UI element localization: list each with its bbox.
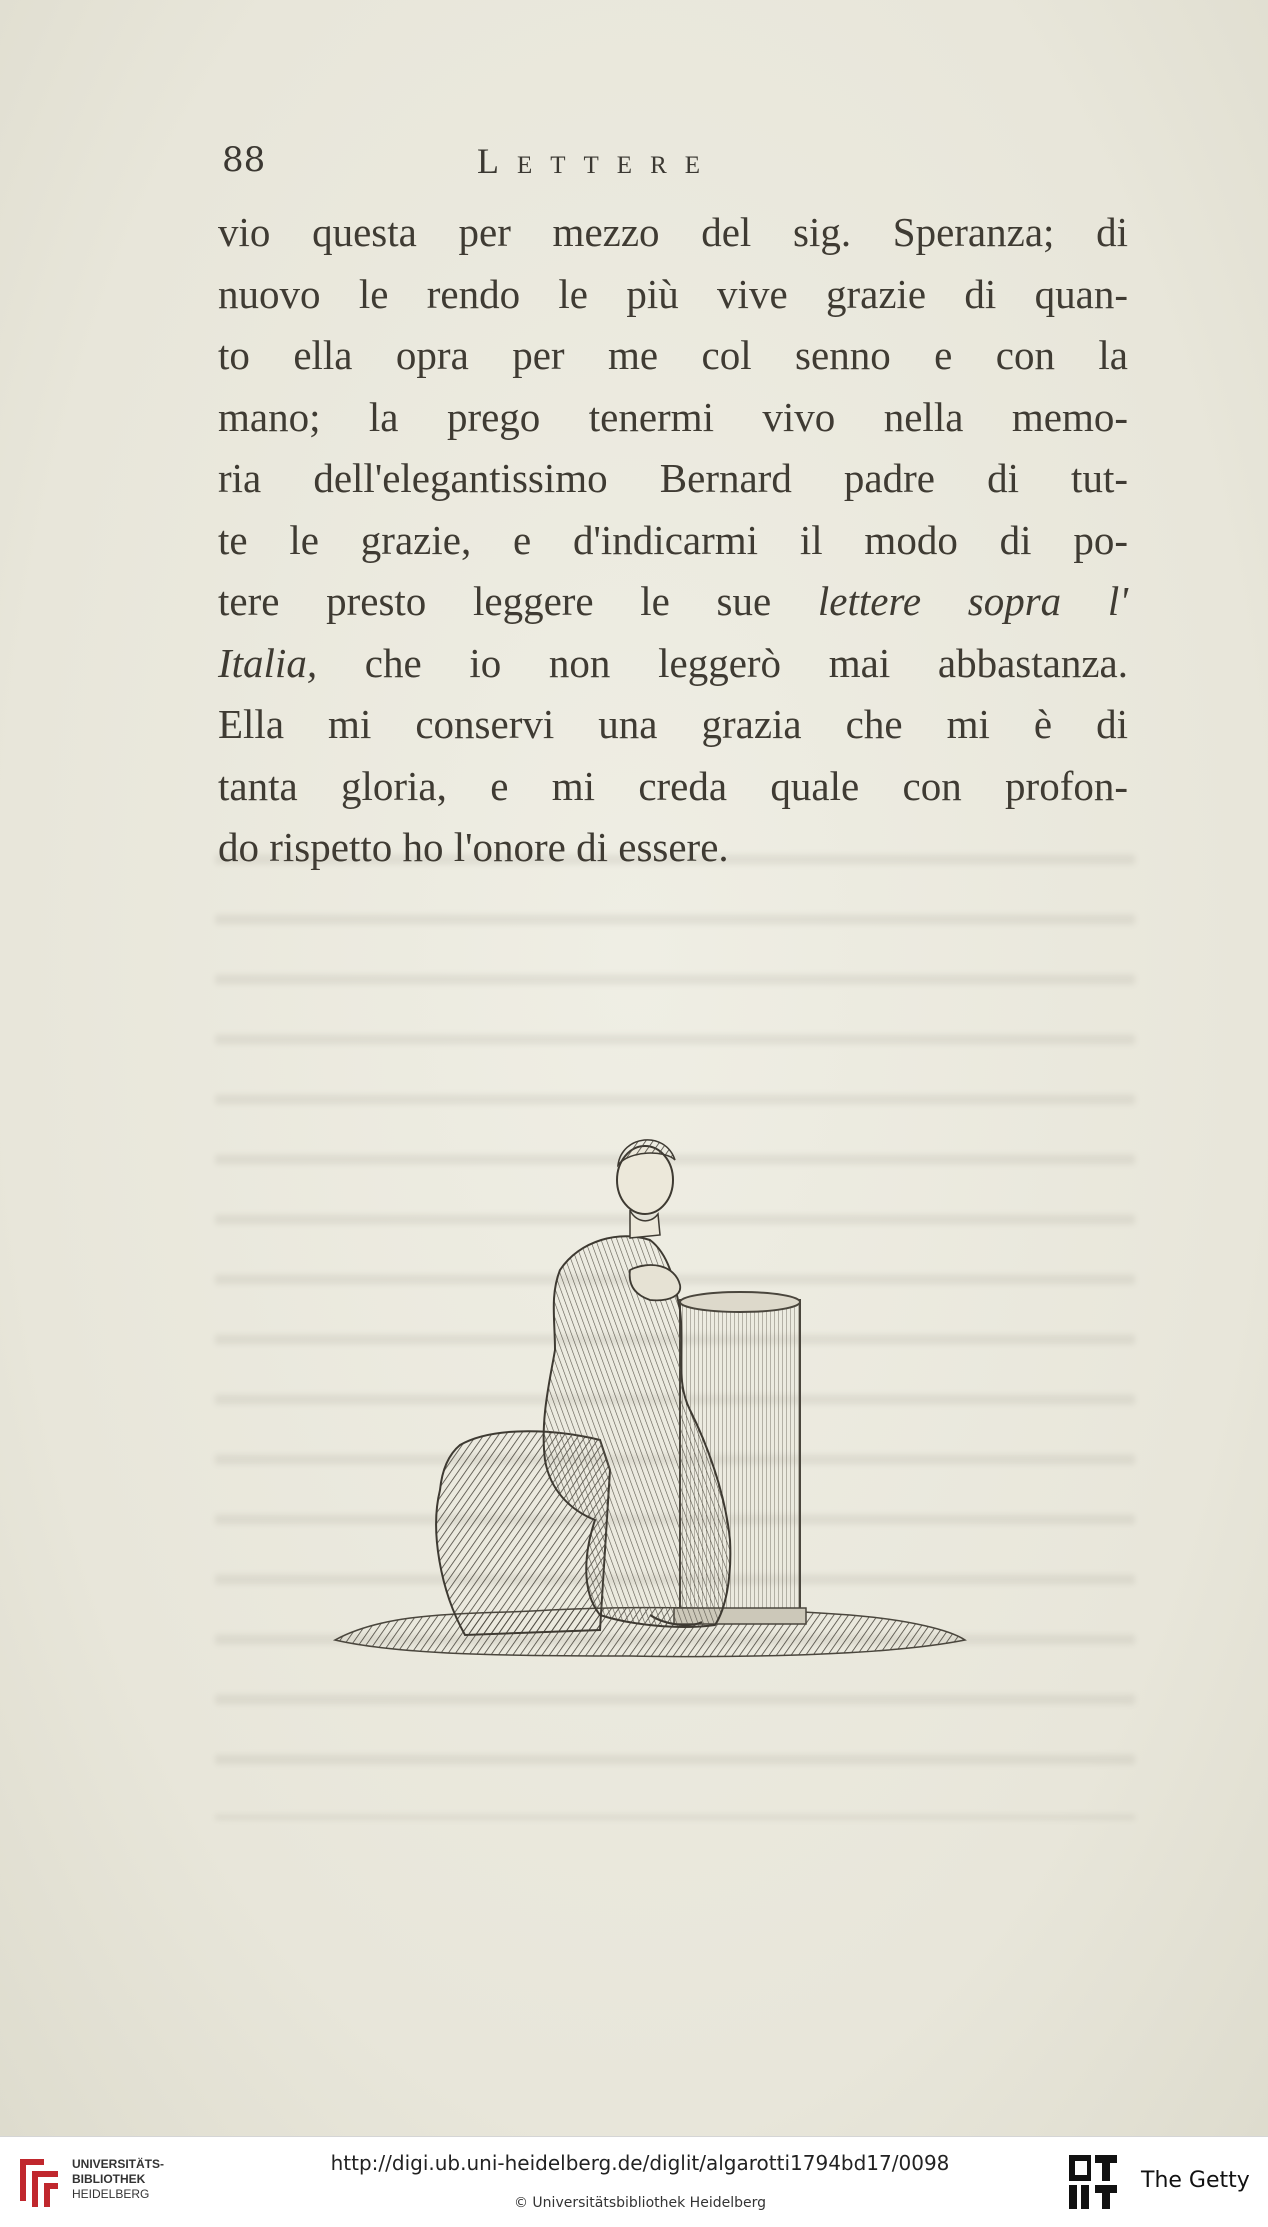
text-segment: tere presto leggere le sue (218, 578, 772, 624)
document-url[interactable]: http://digi.ub.uni-heidelberg.de/diglit/algarotti1794bd17/0098 (330, 2151, 950, 2175)
text-line: Ella mi conservi una grazia che mi è di (218, 701, 1128, 747)
text-line: nuovo le rendo le più vive grazie di quan- (218, 270, 1128, 317)
logo-line: BIBLIOTHEK (72, 2172, 146, 2186)
text-segment: che io non leggerò mai abbastanza. (364, 639, 1128, 686)
copyright-notice: © Universitätsbibliothek Heidelberg (513, 2195, 766, 2211)
engraving-illustration (330, 1110, 970, 1670)
running-title: Lettere (477, 141, 719, 181)
letter-text (218, 202, 1128, 879)
page-number: 88 (222, 140, 266, 180)
italic-title: Italia, (218, 639, 318, 686)
logo-line: UNIVERSITÄTS- (72, 2157, 165, 2171)
partner-name: The Getty (1141, 2168, 1250, 2193)
text-line: mano; la prego tenermi vivo nella memo- (218, 393, 1128, 440)
text-line (218, 571, 1128, 633)
ub-heidelberg-logo-icon (14, 2151, 64, 2211)
text-line: tanta gloria, e mi creda quale con profon- (218, 762, 1128, 809)
text-line: vio questa per mezzo del sig. Speranza; di (218, 209, 1128, 255)
logo-line: HEIDELBERG (72, 2187, 150, 2201)
italic-title: lettere sopra l' (817, 578, 1128, 624)
ub-logo-text (72, 2157, 164, 2202)
text-line: ria dell'elegantissimo Bernard padre di tut- (218, 455, 1128, 501)
text-line: to ella opra per me col senno e con la (218, 332, 1128, 378)
viewer-footer (0, 2136, 1268, 2227)
university-library-logo[interactable] (14, 2149, 164, 2215)
text-line: te le grazie, e d'indicarmi il modo di po- (218, 516, 1128, 563)
running-head (222, 140, 1122, 190)
text-line: do rispetto ho l'onore di essere. (218, 824, 729, 870)
getty-logo[interactable] (1065, 2149, 1265, 2215)
getty-logo-icon (1065, 2151, 1121, 2213)
text-line (218, 633, 1128, 695)
